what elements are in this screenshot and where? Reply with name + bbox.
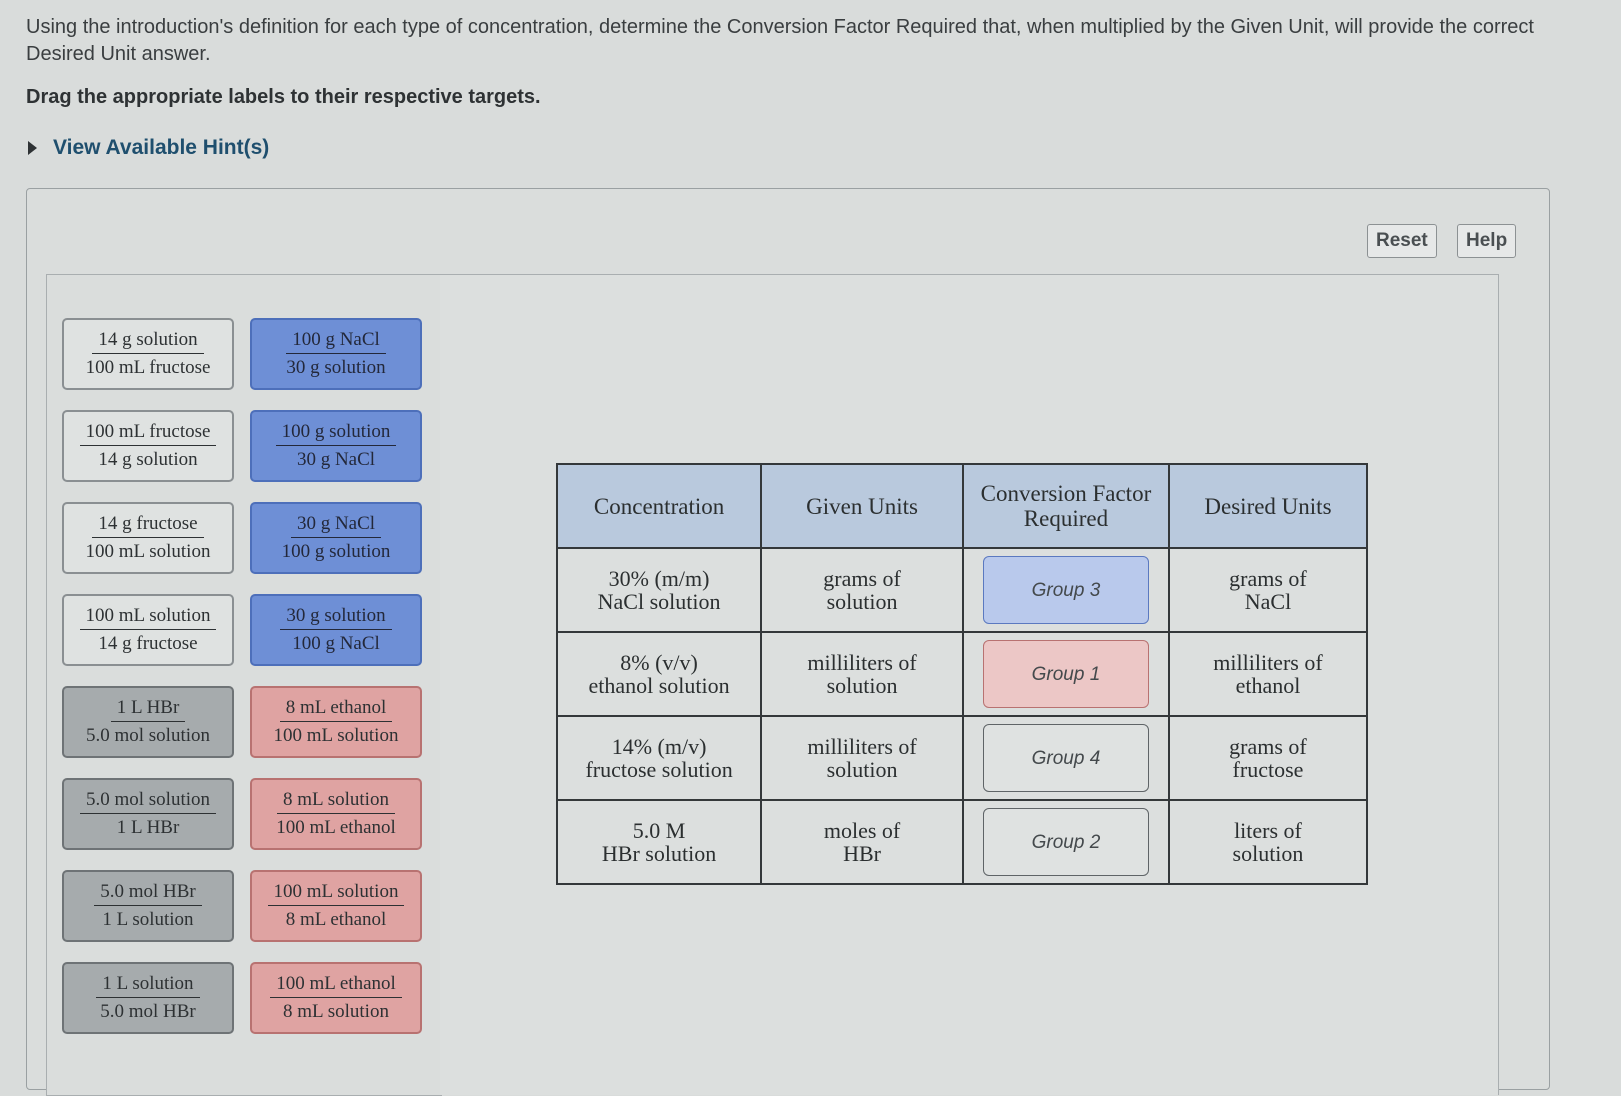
draggable-label[interactable] <box>250 318 422 390</box>
label-numerator: 100 g NaCl <box>286 329 386 354</box>
help-button[interactable]: Help <box>1457 224 1516 258</box>
draggable-label[interactable] <box>62 502 234 574</box>
label-denominator: 100 mL ethanol <box>276 817 396 838</box>
label-numerator: 14 g fructose <box>92 513 203 538</box>
label-numerator: 5.0 mol HBr <box>94 881 202 906</box>
table-row <box>557 716 1367 800</box>
draggable-label[interactable] <box>62 870 234 942</box>
concentration-cell: 8% (v/v) ethanol solution <box>557 632 761 716</box>
label-numerator: 30 g solution <box>280 605 391 630</box>
label-denominator: 100 mL solution <box>85 541 211 562</box>
draggable-label[interactable] <box>250 686 422 758</box>
label-numerator: 1 L solution <box>96 973 199 998</box>
header-given-units: Given Units <box>761 464 963 548</box>
draggable-label[interactable] <box>62 778 234 850</box>
draggable-label[interactable] <box>62 686 234 758</box>
draggable-label[interactable] <box>250 410 422 482</box>
view-hints-label: View Available Hint(s) <box>53 136 270 159</box>
label-numerator: 8 mL ethanol <box>280 697 393 722</box>
view-hints-link[interactable] <box>24 136 269 160</box>
draggable-label[interactable] <box>62 318 234 390</box>
label-denominator: 100 mL fructose <box>85 357 211 378</box>
draggable-label[interactable] <box>62 410 234 482</box>
expand-triangle-icon <box>28 141 37 155</box>
given-units-cell: milliliters of solution <box>761 716 963 800</box>
concentration-cell: 14% (m/v) fructose solution <box>557 716 761 800</box>
label-denominator: 1 L HBr <box>116 817 180 838</box>
label-numerator: 100 mL solution <box>80 605 217 630</box>
drop-target[interactable]: Group 2 <box>983 808 1149 876</box>
table-row <box>557 632 1367 716</box>
label-denominator: 14 g solution <box>98 449 198 470</box>
label-numerator: 14 g solution <box>92 329 203 354</box>
label-numerator: 30 g NaCl <box>291 513 381 538</box>
instructions-text: Using the introduction's definition for each type of concentration, determine the Conversion Factor Required that, when multiplied by the Given Unit, will provide the correct Desired Unit answer. <box>26 16 1534 65</box>
label-denominator: 30 g NaCl <box>296 449 376 470</box>
conversion-factor-cell <box>963 716 1169 800</box>
given-units-cell: milliliters of solution <box>761 632 963 716</box>
given-units-cell: moles of HBr <box>761 800 963 884</box>
desired-units-cell: liters of solution <box>1169 800 1367 884</box>
concentration-cell: 5.0 M HBr solution <box>557 800 761 884</box>
draggable-label[interactable] <box>62 594 234 666</box>
draggable-label[interactable] <box>250 502 422 574</box>
draggable-label[interactable] <box>250 870 422 942</box>
label-denominator: 8 mL ethanol <box>285 909 387 930</box>
table-header-row <box>557 464 1367 548</box>
draggable-label[interactable] <box>62 962 234 1034</box>
label-numerator: 5.0 mol solution <box>80 789 216 814</box>
draggable-label[interactable] <box>250 594 422 666</box>
drop-target[interactable]: Group 3 <box>983 556 1149 624</box>
drag-instruction: Drag the appropriate labels to their respective targets. <box>26 86 541 108</box>
header-conversion-factor: Conversion Factor Required <box>963 464 1169 548</box>
desired-units-cell: grams of fructose <box>1169 716 1367 800</box>
label-numerator: 100 g solution <box>276 421 397 446</box>
table-row <box>557 800 1367 884</box>
label-denominator: 100 g NaCl <box>292 633 380 654</box>
conversion-factor-cell <box>963 548 1169 632</box>
header-desired-units: Desired Units <box>1169 464 1367 548</box>
label-numerator: 100 mL fructose <box>80 421 217 446</box>
label-numerator: 1 L HBr <box>111 697 186 722</box>
label-denominator: 1 L solution <box>102 909 194 930</box>
conversion-table <box>556 463 1368 885</box>
label-denominator: 14 g fructose <box>98 633 198 654</box>
desired-units-cell: milliliters of ethanol <box>1169 632 1367 716</box>
label-denominator: 100 g solution <box>281 541 391 562</box>
given-units-cell: grams of solution <box>761 548 963 632</box>
conversion-factor-cell <box>963 632 1169 716</box>
label-numerator: 8 mL solution <box>277 789 395 814</box>
reset-button[interactable]: Reset <box>1367 224 1437 258</box>
header-concentration: Concentration <box>557 464 761 548</box>
label-denominator: 5.0 mol HBr <box>100 1001 196 1022</box>
table-row <box>557 548 1367 632</box>
concentration-cell: 30% (m/m) NaCl solution <box>557 548 761 632</box>
conversion-factor-cell <box>963 800 1169 884</box>
drop-target[interactable]: Group 1 <box>983 640 1149 708</box>
draggable-label[interactable] <box>250 778 422 850</box>
label-denominator: 30 g solution <box>286 357 386 378</box>
drop-target[interactable]: Group 4 <box>983 724 1149 792</box>
label-denominator: 5.0 mol solution <box>85 725 211 746</box>
desired-units-cell: grams of NaCl <box>1169 548 1367 632</box>
label-numerator: 100 mL solution <box>268 881 405 906</box>
label-denominator: 100 mL solution <box>273 725 399 746</box>
label-denominator: 8 mL solution <box>283 1001 389 1022</box>
draggable-label[interactable] <box>250 962 422 1034</box>
label-numerator: 100 mL ethanol <box>270 973 402 998</box>
